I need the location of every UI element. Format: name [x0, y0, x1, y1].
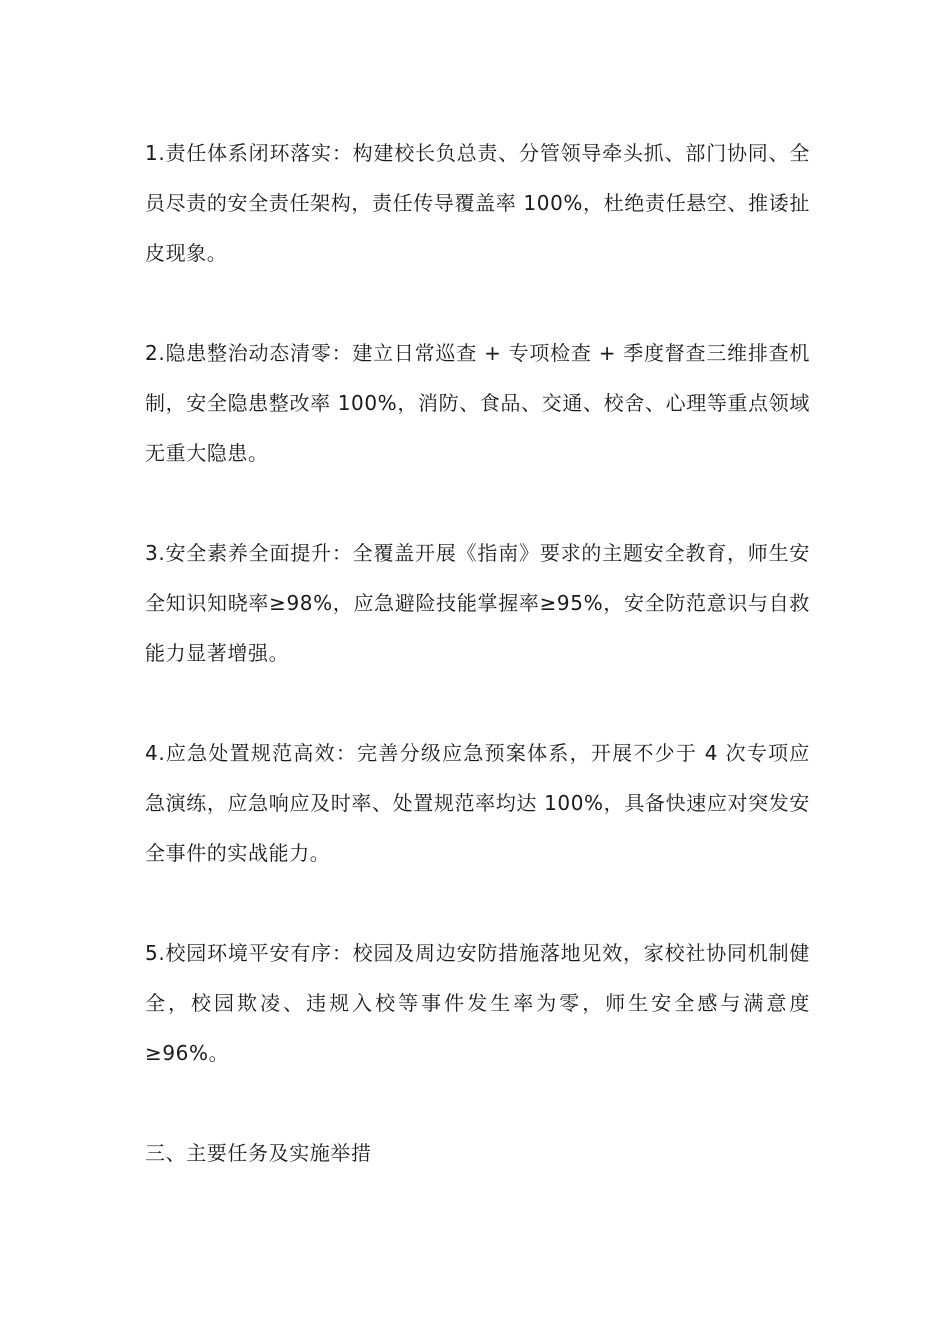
document-body [145, 128, 810, 1178]
goal-paragraph-5: 5.校园环境平安有序：校园及周边安防措施落地见效，家校社协同机制健全，校园欺凌、违规入校等事件发生率为零，师生安全感与满意度≥96%。 [145, 941, 810, 1065]
goal-paragraph-1: 1.责任体系闭环落实：构建校长负总责、分管领导牵头抓、部门协同、全员尽责的安全责任架构，责任传导覆盖率 100%，杜绝责任悬空、推诿扯皮现象。 [145, 141, 810, 265]
goal-paragraph-3: 3.安全素养全面提升：全覆盖开展《指南》要求的主题安全教育，师生安全知识知晓率≥98%，应急避险技能掌握率≥95%，安全防范意识与自救能力显著增强。 [145, 541, 810, 665]
goal-paragraph-4: 4.应急处置规范高效：完善分级应急预案体系，开展不少于 4 次专项应急演练，应急响应及时率、处置规范率均达 100%，具备快速应对突发安全事件的实战能力。 [145, 741, 810, 865]
goal-paragraph-2: 2.隐患整治动态清零：建立日常巡查 + 专项检查 + 季度督查三维排查机制，安全隐患整改率 100%，消防、食品、交通、校舍、心理等重点领域无重大隐患。 [145, 341, 810, 465]
section-heading: 三、主要任务及实施举措 [145, 1141, 372, 1165]
